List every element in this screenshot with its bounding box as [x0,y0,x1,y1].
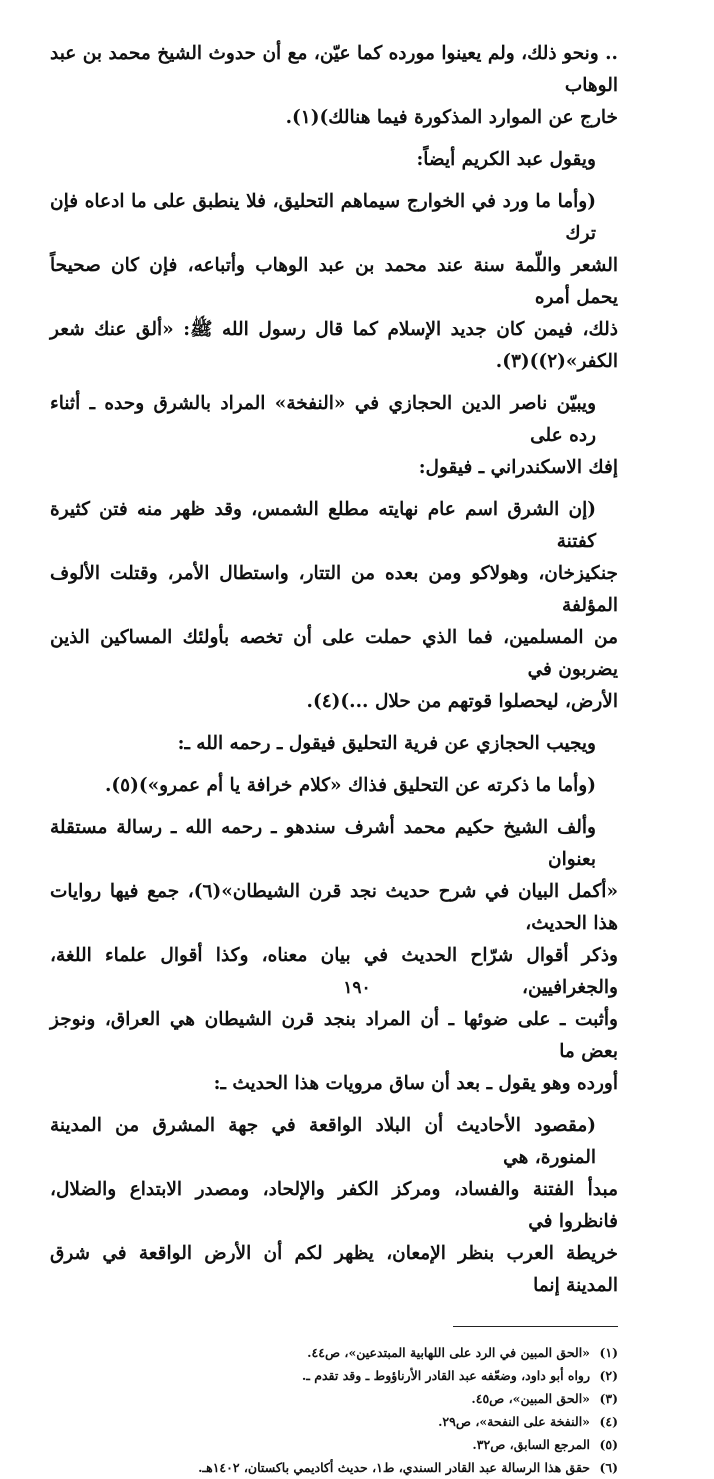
footnote-number: (٦) [599,1460,618,1475]
text-line: وذكر أقوال شرّاح الحديث في بيان معناه، وكذا أقوال علماء اللغة، والجغرافيين، [50,945,618,998]
text-line: (إن الشرق اسم عام نهايته مطلع الشمس، وقد ظهر منه فتن كثيرة كفتنة [50,499,596,552]
footnote [50,1456,618,1479]
paragraph-8 [50,812,618,1100]
footnote-text: المرجع السابق، ص٣٢. [472,1437,590,1452]
text-line: الشعر واللّمة سنة عند محمد بن عبد الوهاب وأتباعه، فإن كان صحيحاً يحمل أمره [50,255,618,308]
footnote [50,1387,618,1410]
footnote-number: (٤) [599,1414,618,1429]
footnote-text: «النفخة على النفحة»، ص٢٩. [438,1414,590,1429]
text-line: ذلك، فيمن كان جديد الإسلام كما قال رسول الله ﷺ: «ألق عنك شعر الكفر»(٢))(٣). [50,319,618,372]
footnote-text: «الحق المبين»، ص٤٥. [471,1391,590,1406]
footnote-text: رواه أبو داود، وضعّفه عبد القادر الأرناؤوط ـ وقد تقدم ـ. [301,1368,590,1383]
footnotes [50,1341,618,1479]
footnote-number: (٢) [599,1368,618,1383]
paragraph-3 [50,186,618,378]
footnote [50,1364,618,1387]
text-line: (وأما ما ورد في الخوارج سيماهم التحليق، فلا ينطبق على ما ادعاه فإن ترك [50,191,596,244]
text-line: «أكمل البيان في شرح حديث نجد قرن الشيطان»(٦)، جمع فيها روايات هذا الحديث، [50,881,619,934]
footnote-number: (١) [599,1345,618,1360]
footnote-divider [453,1326,618,1327]
paragraph-7 [50,770,618,802]
paragraph-9 [50,1110,618,1302]
text-line: ويقول عبد الكريم أيضاً: [416,149,596,170]
footnote-number: (٥) [599,1437,618,1452]
paragraph-6 [50,728,618,760]
text-line: إفك الاسكندراني ـ فيقول: [418,457,618,478]
text-line: وألف الشيخ حكيم محمد أشرف سندهو ـ رحمه الله ـ رسالة مستقلة بعنوان [50,817,596,870]
text-line: خارج عن الموارد المذكورة فيما هنالك)(١). [285,107,618,128]
footnote-number: (٣) [599,1391,618,1406]
text-line: الأرض، ليحصلوا قوتهم من حلال ...)(٤). [306,691,618,712]
footnote [50,1341,618,1364]
text-line: .. ونحو ذلك، ولم يعينوا مورده كما عيّن، مع أن حدوث الشيخ محمد بن عبد الوهاب [50,43,618,96]
paragraph-1 [50,38,618,134]
text-line: ويجيب الحجازي عن فرية التحليق فيقول ـ رحمه الله ـ: [177,733,596,754]
text-line: (وأما ما ذكرته عن التحليق فذاك «كلام خرافة يا أم عمرو»)(٥). [104,775,596,796]
body-text [50,38,618,1302]
text-line: خريطة العرب بنظر الإمعان، يظهر لكم أن الأرض الواقعة في شرق المدينة إنما [50,1243,618,1296]
paragraph-2 [50,144,618,176]
paragraph-5 [50,494,618,718]
text-line: جنكيزخان، وهولاكو ومن بعده من التتار، واستطال الأمر، وقتلت الألوف المؤلفة [50,563,618,616]
footnote-text: حقق هذا الرسالة عبد القادر السندي، ط١، حديث أكاديمي باكستان، ١٤٠٢هـ. [198,1460,590,1475]
page-number: ١٩٠ [343,978,371,998]
text-line: وأثبت ـ على ضوئها ـ أن المراد بنجد قرن الشيطان هي العراق، ونوجز بعض ما [50,1009,618,1062]
footnote [50,1410,618,1433]
text-line: ويبيّن ناصر الدين الحجازي في «النفخة» المراد بالشرق وحده ـ أثناء رده على [50,393,596,446]
footnote [50,1433,618,1456]
footnote-text: «الحق المبين في الرد على اللهابية المبتدعين»، ص٤٤. [307,1345,590,1360]
text-line: مبدأ الفتنة والفساد، ومركز الكفر والإلحاد، ومصدر الابتداع والضلال، فانظروا في [50,1179,618,1232]
paragraph-4 [50,388,618,484]
text-line: أورده وهو يقول ـ بعد أن ساق مرويات هذا الحديث ـ: [213,1073,618,1094]
text-line: (مقصود الأحاديث أن البلاد الواقعة في جهة المشرق من المدينة المنورة، هي [50,1115,596,1168]
text-line: من المسلمين، فما الذي حملت على أن تخصه بأولئك المساكين الذين يضربون في [50,627,618,680]
